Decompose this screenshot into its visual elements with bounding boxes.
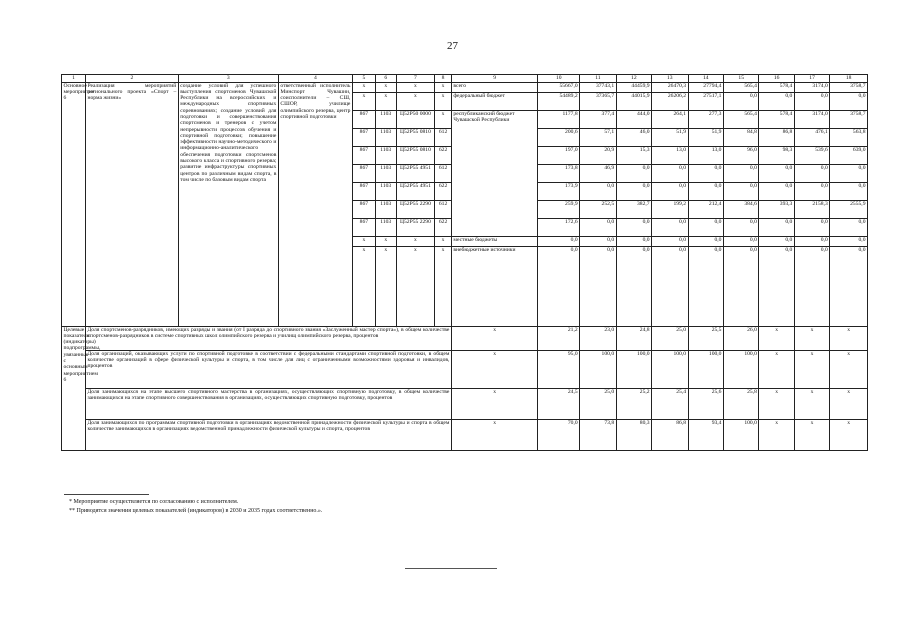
funding-value: 51,9: [652, 128, 688, 146]
funding-value: 0,0: [723, 236, 758, 246]
section-code: 1103: [375, 200, 396, 218]
section-code: 1103: [375, 164, 396, 182]
grbs-code: 867: [352, 182, 375, 200]
target-value: 100,0: [723, 350, 758, 388]
activity-project: Реализация мероприятий регионального проекта «Спорт – норма жизни»: [85, 82, 178, 326]
funding-value: 0,0: [688, 236, 723, 246]
section-code: х: [375, 82, 396, 92]
funding-value: 563,8: [830, 128, 868, 146]
page-number: 27: [447, 40, 458, 52]
grbs-code: 867: [352, 146, 375, 164]
target-row: [62, 326, 868, 350]
funding-value: 172,6: [538, 218, 580, 236]
funding-value: 0,0: [830, 92, 868, 110]
expense-type-code: 622: [435, 182, 452, 200]
header-cell: 16: [759, 75, 794, 83]
funding-value: 382,7: [616, 200, 651, 218]
funding-value: 0,0: [723, 182, 758, 200]
funding-value: 0,0: [723, 164, 758, 182]
funding-value: 0,0: [538, 246, 580, 326]
target-value: 25,2: [616, 388, 651, 419]
funding-value: 0,0: [759, 164, 794, 182]
target-value: 93,4: [688, 419, 723, 450]
funding-value: 259,9: [538, 200, 580, 218]
target-value: х: [759, 350, 794, 388]
funding-value: 639,0: [830, 146, 868, 164]
expense-type-code: х: [435, 110, 452, 128]
funding-value: 0,0: [723, 92, 758, 110]
targets-label: Целевые показатели (индикаторы) подпрограммы, увязанные с основным мероприятием 6: [62, 326, 86, 450]
funding-value: 0,0: [580, 246, 616, 326]
funding-value: 173,8: [538, 164, 580, 182]
funding-value: 0,0: [580, 218, 616, 236]
funding-value: 578,4: [759, 82, 794, 92]
funding-value: 27517,1: [688, 92, 723, 110]
funding-value: 2555,9: [830, 200, 868, 218]
target-article-code: х: [396, 236, 435, 246]
header-cell: 12: [616, 75, 651, 83]
funding-value: 393,3: [759, 200, 794, 218]
footnote-2: ** Приводятся значения целевых показателей (индикаторов) в 2030 и 2035 годах соответственно.».: [69, 508, 323, 514]
target-article-code: х: [396, 246, 435, 326]
funding-value: 0,0: [830, 164, 868, 182]
funding-value: 476,1: [794, 128, 829, 146]
funding-value: 54489,2: [538, 92, 580, 110]
funding-value: 15,3: [616, 146, 651, 164]
target-indicator-text: Доля занимающихся на этапе высшего спортивного мастерства в организациях, осуществляющих спортивную подготовку, в общем количестве занимающихся на этапе спортивного совершенствования в организациях, осуществляющих спортивную подготовку, процентов: [85, 388, 451, 419]
funding-value: 0,0: [616, 218, 651, 236]
funding-source: республиканский бюджет Чувашской Республики: [451, 110, 538, 236]
funding-value: 13,0: [652, 146, 688, 164]
section-code: х: [375, 246, 396, 326]
funding-value: 0,0: [794, 236, 829, 246]
funding-source: всего: [451, 82, 538, 92]
funding-value: 0,0: [794, 218, 829, 236]
header-cell: 14: [688, 75, 723, 83]
program-table: [61, 74, 868, 451]
header-cell: 11: [580, 75, 616, 83]
target-value: 86,8: [652, 419, 688, 450]
target-value: 100,0: [652, 350, 688, 388]
target-value: 100,0: [688, 350, 723, 388]
target-value: х: [830, 326, 868, 350]
target-row: [62, 350, 868, 388]
funding-value: 86,8: [759, 128, 794, 146]
expense-type-code: х: [435, 246, 452, 326]
funding-value: 0,0: [652, 182, 688, 200]
funding-value: 96,0: [723, 146, 758, 164]
target-col9: х: [451, 419, 538, 450]
funding-value: 0,0: [759, 218, 794, 236]
expense-type-code: 622: [435, 146, 452, 164]
funding-value: 0,0: [616, 236, 651, 246]
funding-value: 37365,7: [580, 92, 616, 110]
target-article-code: х: [396, 82, 435, 92]
funding-value: 252,5: [580, 200, 616, 218]
funding-value: 55667,0: [538, 82, 580, 92]
funding-value: 0,0: [759, 182, 794, 200]
grbs-code: 867: [352, 164, 375, 182]
funding-value: 264,1: [652, 110, 688, 128]
expense-type-code: 612: [435, 164, 452, 182]
funding-value: 539,6: [794, 146, 829, 164]
target-value: 25,4: [652, 388, 688, 419]
funding-value: 0,0: [830, 236, 868, 246]
funding-value: 0,0: [580, 182, 616, 200]
funding-value: 57,1: [580, 128, 616, 146]
header-cell: 15: [723, 75, 758, 83]
finance-row: [62, 82, 868, 92]
section-code: 1103: [375, 110, 396, 128]
target-col9: х: [451, 326, 538, 350]
grbs-code: 867: [352, 128, 375, 146]
funding-value: 0,0: [538, 236, 580, 246]
target-value: 100,0: [723, 419, 758, 450]
funding-value: 0,0: [616, 182, 651, 200]
funding-value: 0,0: [794, 92, 829, 110]
funding-source: федеральный бюджет: [451, 92, 538, 110]
target-value: 100,0: [580, 350, 616, 388]
grbs-code: 867: [352, 110, 375, 128]
target-value: х: [830, 419, 868, 450]
funding-value: 26470,3: [652, 82, 688, 92]
target-value: х: [830, 388, 868, 419]
funding-value: 46,9: [580, 164, 616, 182]
funding-value: 200,6: [538, 128, 580, 146]
target-indicator-text: Доля занимающихся по программам спортивной подготовки в организациях ведомственной принадлежности физической культуры и спорта в общем количестве занимающихся в организациях ведомственной принадлежности физической культуры и спорта, процентов: [85, 419, 451, 450]
funding-value: 565,4: [723, 82, 758, 92]
funding-value: 51,9: [688, 128, 723, 146]
funding-value: 0,0: [794, 164, 829, 182]
target-value: 25,8: [723, 388, 758, 419]
target-indicator-text: Доля спортсменов-разрядников, имеющих разряды и звания (от I разряда до спортивного звания «Заслуженный мастер спорта»), в общем количестве спортсменов-разрядников в системе спортивных школ олимпийского резерва и училищ олимпийского резерва, процентов: [85, 326, 451, 350]
target-article-code: Ц52Р50 0000: [396, 110, 435, 128]
target-article-code: Ц52Р55 4951: [396, 182, 435, 200]
target-value: х: [794, 388, 829, 419]
header-cell: 7: [396, 75, 435, 83]
funding-source: местные бюджеты: [451, 236, 538, 246]
target-value: х: [794, 326, 829, 350]
expense-type-code: 612: [435, 200, 452, 218]
funding-value: 2158,3: [794, 200, 829, 218]
activity-executor: ответственный исполнитель Минспорт Чувашии, соисполнители – СШ, СШОР, училище олимпийского резерва, центр спортивной подготовки: [278, 82, 352, 326]
activity-description: создание условий для успешного выступления спортсменов Чувашской Республики на всероссийских и международных спортивных соревнованиях; создание условий для подготовки и совершенствования спортсменов и тренеров с учетом непрерывности процессов обучения и спортивной подготовки; повышение эффективности научно-методического и информационно-аналитического обеспечения подготовки спортсменов высокого класса и спортивного резерва; развитие инфраструктуры спортивных центров по различным видам спорта, в том числе по базовым видам спорта: [178, 82, 278, 326]
funding-value: 3758,7: [830, 82, 868, 92]
footnote-1: * Мероприятие осуществляется по согласованию с исполнителем.: [69, 499, 239, 505]
header-row: [62, 75, 868, 83]
bottom-rule: [405, 568, 497, 569]
expense-type-code: 612: [435, 128, 452, 146]
funding-value: 0,0: [616, 164, 651, 182]
header-cell: 13: [652, 75, 688, 83]
header-cell: 5: [352, 75, 375, 83]
target-value: 25,6: [688, 388, 723, 419]
funding-value: 3174,0: [794, 110, 829, 128]
grbs-code: 867: [352, 218, 375, 236]
funding-value: 1177,8: [538, 110, 580, 128]
header-cell: 9: [451, 75, 538, 83]
funding-value: 44459,9: [616, 82, 651, 92]
funding-value: 27794,4: [688, 82, 723, 92]
funding-value: 0,0: [688, 246, 723, 326]
grbs-code: х: [352, 236, 375, 246]
funding-value: 565,4: [723, 110, 758, 128]
target-value: х: [759, 326, 794, 350]
grbs-code: 867: [352, 200, 375, 218]
target-value: 100,0: [616, 350, 651, 388]
footnotes: [64, 494, 564, 516]
funding-value: 0,0: [652, 164, 688, 182]
target-value: х: [759, 388, 794, 419]
target-value: 26,0: [723, 326, 758, 350]
expense-type-code: х: [435, 236, 452, 246]
target-row: [62, 419, 868, 450]
funding-value: 0,0: [794, 182, 829, 200]
target-value: х: [794, 350, 829, 388]
target-value: 70,0: [538, 419, 580, 450]
funding-value: 0,0: [688, 218, 723, 236]
section-code: 1103: [375, 182, 396, 200]
funding-value: 197,0: [538, 146, 580, 164]
funding-value: 0,0: [652, 246, 688, 326]
target-value: х: [759, 419, 794, 450]
funding-value: 0,0: [830, 246, 868, 326]
funding-value: 377,4: [580, 110, 616, 128]
funding-value: 98,3: [759, 146, 794, 164]
funding-source: внебюджетные источники: [451, 246, 538, 326]
target-value: 80,3: [616, 419, 651, 450]
funding-value: 0,0: [616, 246, 651, 326]
funding-value: 0,0: [652, 218, 688, 236]
funding-value: 3174,0: [794, 82, 829, 92]
header-cell: 3: [178, 75, 278, 83]
funding-value: 277,3: [688, 110, 723, 128]
header-cell: 2: [85, 75, 178, 83]
header-cell: 1: [62, 75, 86, 83]
target-value: 95,0: [538, 350, 580, 388]
funding-value: 20,9: [580, 146, 616, 164]
funding-value: 199,2: [652, 200, 688, 218]
target-article-code: Ц52Р55 2290: [396, 200, 435, 218]
target-value: х: [830, 350, 868, 388]
target-article-code: Ц52Р55 4951: [396, 164, 435, 182]
section-code: 1103: [375, 218, 396, 236]
header-cell: 17: [794, 75, 829, 83]
expense-type-code: 622: [435, 218, 452, 236]
funding-value: 0,0: [652, 236, 688, 246]
target-value: 23,0: [580, 326, 616, 350]
target-row: [62, 388, 868, 419]
target-col9: х: [451, 388, 538, 419]
funding-value: 578,4: [759, 110, 794, 128]
header-cell: 18: [830, 75, 868, 83]
target-article-code: х: [396, 92, 435, 110]
target-value: 25,5: [688, 326, 723, 350]
target-indicator-text: Доля организаций, оказывающих услуги по спортивной подготовке в соответствии с федеральными стандартами спортивной подготовки, в общем количестве организаций в сфере физической культуры и спорта, в том числе для лиц с ограниченными возможностями здоровья и инвалидов, процентов: [85, 350, 451, 388]
header-cell: 10: [538, 75, 580, 83]
target-article-code: Ц52Р55 0810: [396, 146, 435, 164]
expense-type-code: х: [435, 82, 452, 92]
target-value: 25,0: [580, 388, 616, 419]
target-value: 25,0: [652, 326, 688, 350]
funding-value: 0,0: [688, 164, 723, 182]
funding-value: 384,6: [723, 200, 758, 218]
target-value: 24,5: [538, 388, 580, 419]
grbs-code: х: [352, 82, 375, 92]
funding-value: 0,0: [794, 246, 829, 326]
target-value: 24,8: [616, 326, 651, 350]
section-code: 1103: [375, 146, 396, 164]
funding-value: 0,0: [830, 182, 868, 200]
funding-value: 13,0: [688, 146, 723, 164]
funding-value: 0,0: [723, 218, 758, 236]
funding-value: 0,0: [723, 246, 758, 326]
target-article-code: Ц52Р55 2290: [396, 218, 435, 236]
funding-value: 0,0: [759, 92, 794, 110]
section-code: х: [375, 92, 396, 110]
target-value: 21,2: [538, 326, 580, 350]
activity-name: Основное мероприятие 6: [62, 82, 86, 326]
section-code: х: [375, 236, 396, 246]
funding-value: 444,0: [616, 110, 651, 128]
footnote-rule: [64, 494, 149, 495]
grbs-code: х: [352, 92, 375, 110]
target-article-code: Ц52Р55 0810: [396, 128, 435, 146]
funding-value: 44015,9: [616, 92, 651, 110]
funding-value: 37743,1: [580, 82, 616, 92]
header-cell: 8: [435, 75, 452, 83]
funding-value: 0,0: [759, 236, 794, 246]
funding-value: 46,0: [616, 128, 651, 146]
target-value: х: [794, 419, 829, 450]
funding-value: 3758,7: [830, 110, 868, 128]
expense-type-code: х: [435, 92, 452, 110]
funding-value: 0,0: [580, 236, 616, 246]
header-cell: 4: [278, 75, 352, 83]
funding-value: 0,0: [688, 182, 723, 200]
header-cell: 6: [375, 75, 396, 83]
funding-value: 26206,2: [652, 92, 688, 110]
grbs-code: х: [352, 246, 375, 326]
funding-value: 212,4: [688, 200, 723, 218]
section-code: 1103: [375, 128, 396, 146]
funding-value: 0,0: [830, 218, 868, 236]
target-col9: х: [451, 350, 538, 388]
funding-value: 84,8: [723, 128, 758, 146]
funding-value: 173,9: [538, 182, 580, 200]
funding-value: 0,0: [759, 246, 794, 326]
target-value: 73,8: [580, 419, 616, 450]
